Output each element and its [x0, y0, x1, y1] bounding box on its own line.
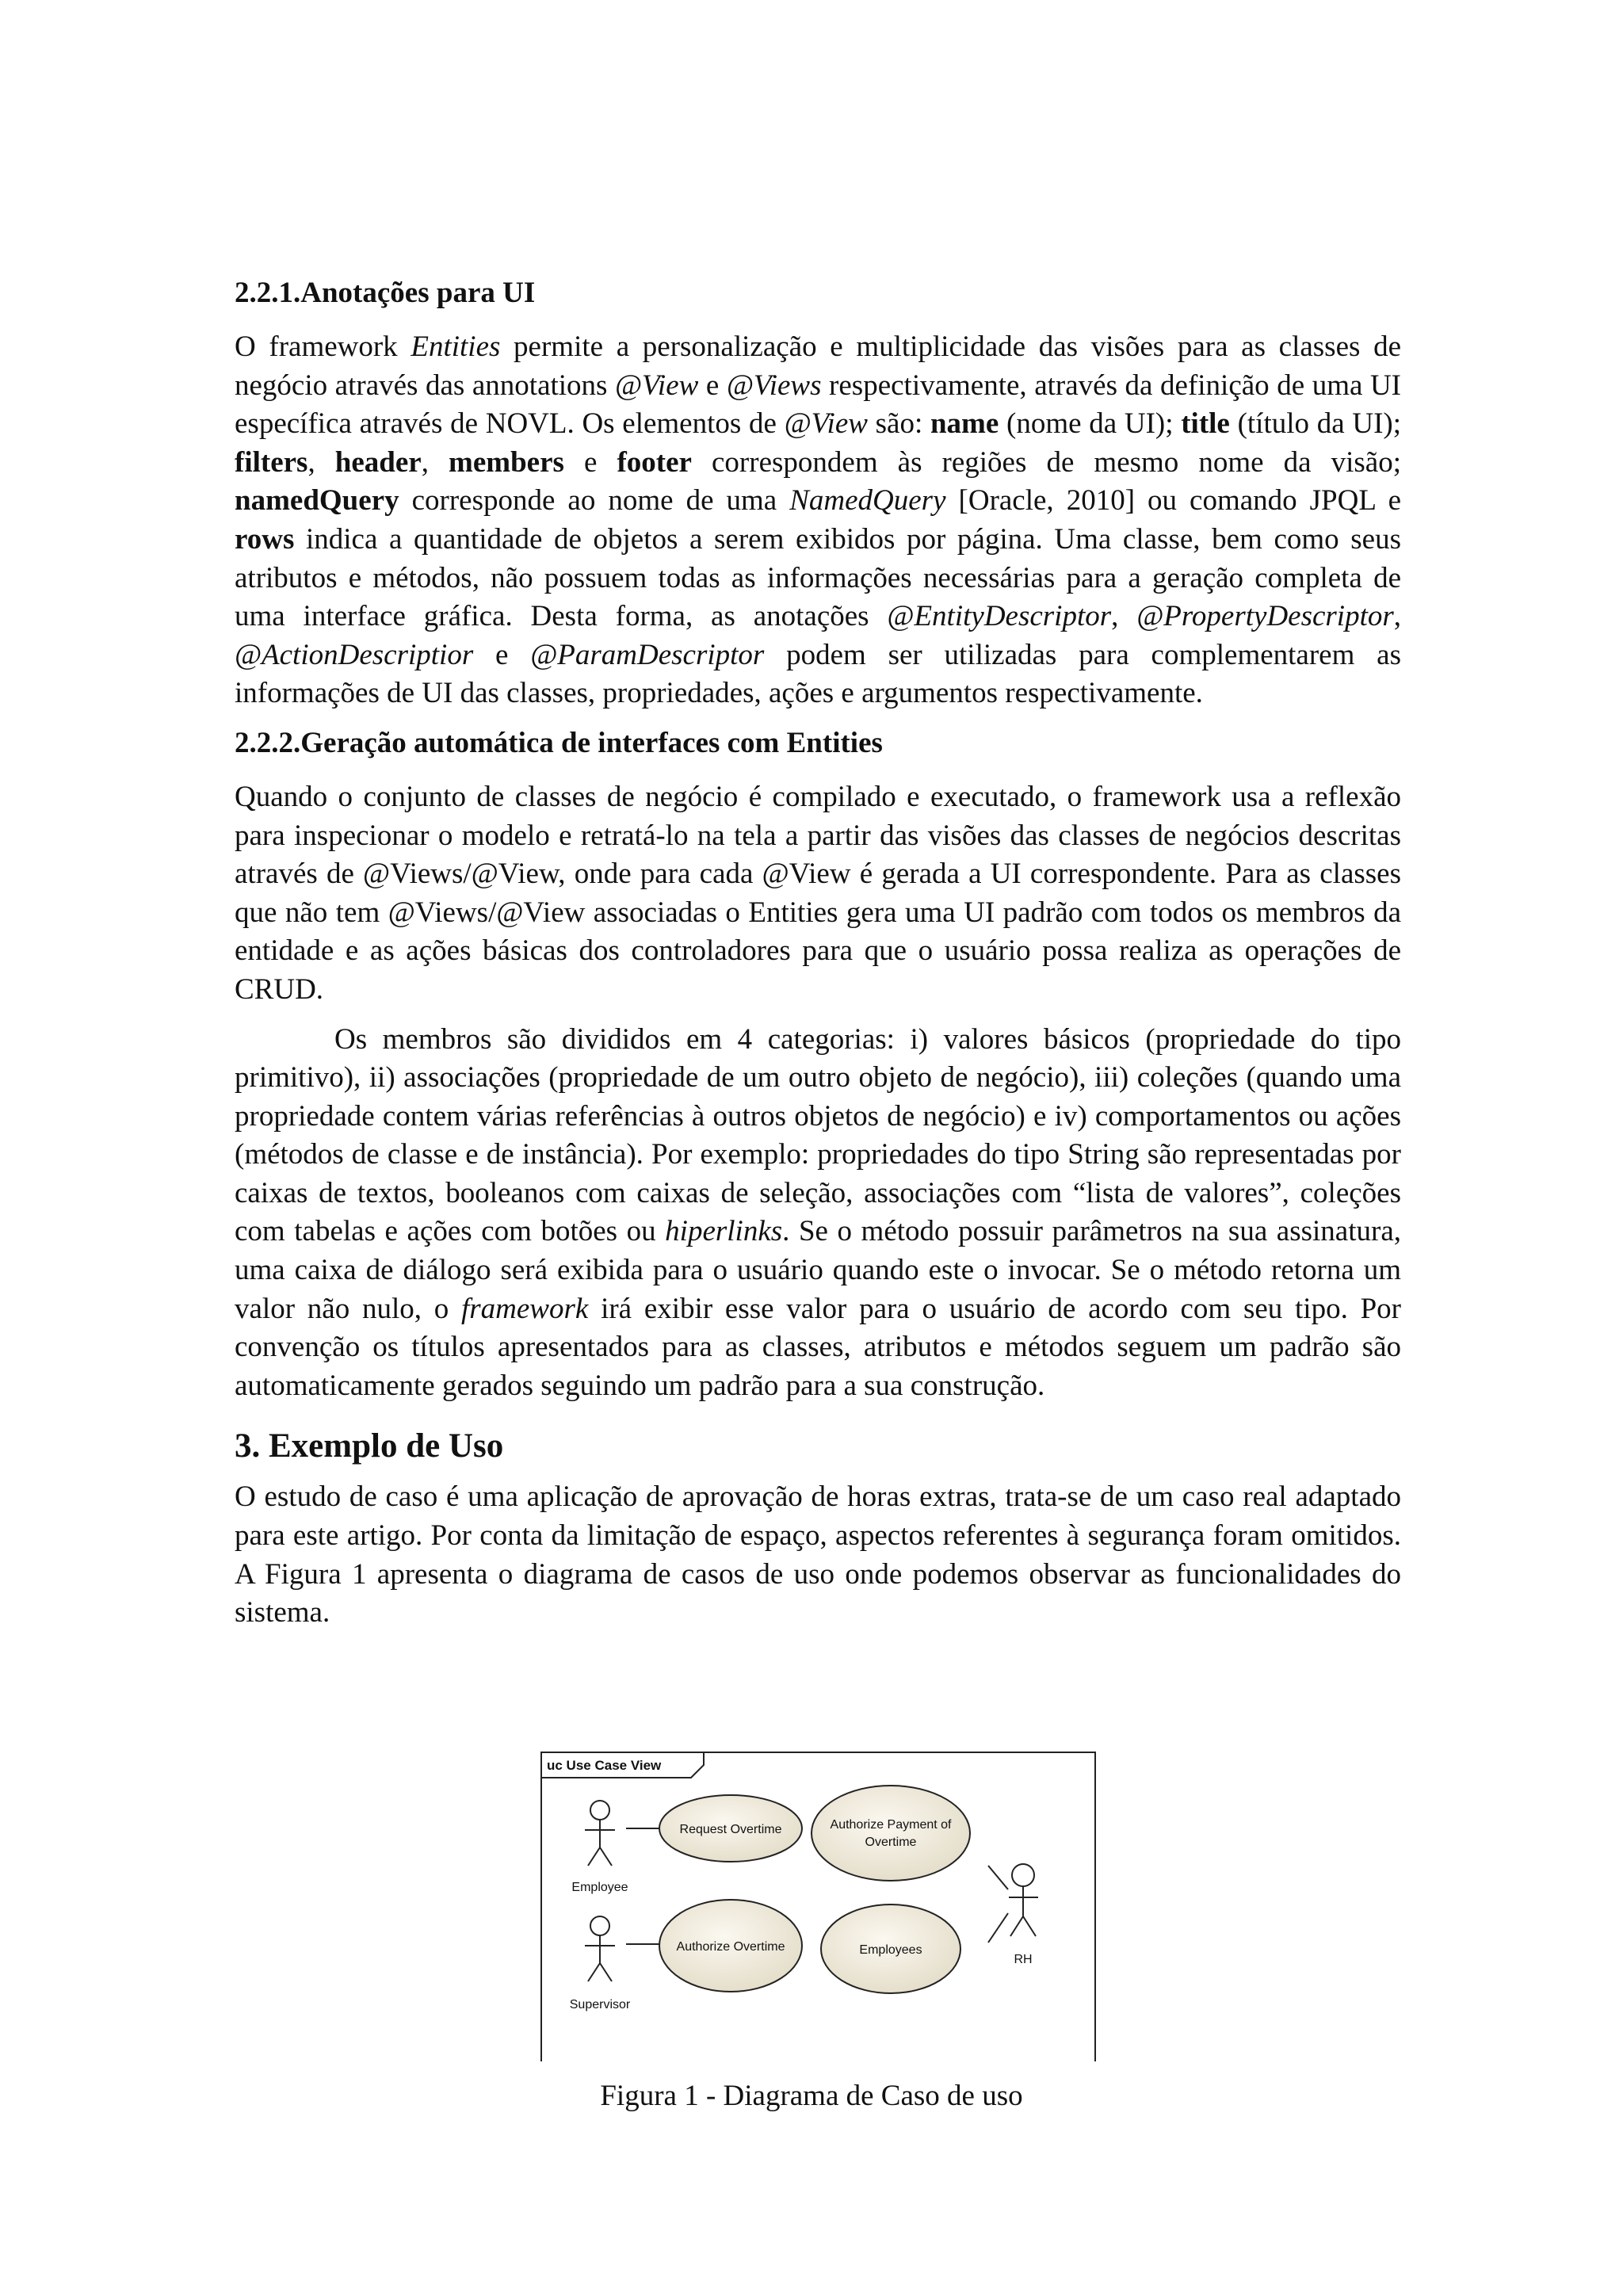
use-case-diagram-svg — [540, 1751, 1097, 2061]
paragraph-case-study: O estudo de caso é uma aplicação de aprovação de horas extras, trata-se de um caso real adaptado para este artigo. Por conta da limitação de espaço, aspectos referentes à segurança foram omitidos. A Figura 1 apresenta o diagrama de casos de uso onde podemos observar as funcionalidades do sistema. — [235, 1480, 1401, 1629]
section-heading-2-2-1: 2.2.1.Anotações para UI — [235, 277, 536, 309]
actor-rh-label: RH — [1014, 1953, 1033, 1966]
use-case-diagram — [540, 1751, 1097, 2061]
section-heading-2-2-2: 2.2.2.Geração automática de interfaces com Entities — [235, 726, 883, 759]
actor-employee — [585, 1801, 615, 1866]
actor-rh — [1009, 1864, 1038, 1936]
association-rh-employees — [988, 1913, 1008, 1943]
actor-supervisor — [585, 1916, 615, 1981]
paragraph-auto-generation: Quando o conjunto de classes de negócio é compilado e executado, o framework usa a reflexão para inspecionar o modelo e retratá-lo na tela a partir das visões das classes de negócios descritas através de @Views/@View, onde para cada @View é gerada a UI correspondente. Para as classes que não tem @Views/@View associadas o Entities gera uma UI padrão com todos os membros da entidade e as ações básicas dos controladores para que o usuário possa realiza as operações de CRUD. — [235, 780, 1401, 1006]
usecase-authorize-payment-label-1: Authorize Payment of — [830, 1818, 952, 1832]
usecase-employees-label: Employees — [859, 1943, 922, 1957]
section-heading-3: 3. Exemplo de Uso — [235, 1427, 504, 1465]
usecase-authorize-payment — [812, 1786, 970, 1881]
figure-caption: Figura 1 - Diagrama de Caso de uso — [600, 2080, 1023, 2112]
diagram-frame — [541, 1752, 1095, 2061]
frame-title: uc Use Case View — [547, 1758, 662, 1773]
content-column — [235, 274, 1401, 1644]
association-rh-payment — [988, 1866, 1008, 1889]
usecase-authorize-overtime-label: Authorize Overtime — [676, 1940, 785, 1954]
usecase-authorize-payment-label-2: Overtime — [865, 1836, 917, 1849]
actor-employee-label: Employee — [571, 1881, 628, 1894]
paragraph-annotations-ui: O framework Entities permite a personalização e multiplicidade das visões para as classes de negócio através das annotations @View e @Views respectivamente, através da definição de uma UI específica através de NOVL. Os elementos de @View são: name (nome da UI); title (título da UI); filters, header, members e footer correspondem às regiões de mesmo nome da visão; namedQuery corresponde ao nome de uma NamedQuery [Oracle, 2010] ou comando JPQL e rows indica a quantidade de objetos a serem exibidos por página. Uma classe, bem como seus atributos e métodos, não possuem todas as informações necessárias para a geração completa de uma interface gráfica. Desta forma, as anotações @EntityDescriptor, @PropertyDescriptor, @ActionDescriptior e @ParamDescriptor podem ser utilizadas para complementarem as informações de UI das classes, propriedades, ações e argumentos respectivamente. — [235, 330, 1402, 710]
paragraph-member-categories: Os membros são divididos em 4 categorias: i) valores básicos (propriedade do tipo primitivo), ii) associações (propriedade de um outro objeto de negócio), iii) coleções (quando uma propriedade contem várias referências à outros objetos de negócio) e iv) comportamentos ou ações (métodos de classe e de instância). Por exemplo: propriedades do tipo String são representadas por caixas de textos, booleanos com caixas de seleção, associações com “lista de valores”, coleções com tabelas e ações com botões ou hiperlinks. Se o método possuir parâmetros na sua assinatura, uma caixa de diálogo será exibida para o usuário quando este o invocar. Se o método retorna um valor não nulo, o framework irá exibir esse valor para o usuário de acordo com seu tipo. Por convenção os títulos apresentados para as classes, atributos e métodos seguem um padrão são automaticamente gerados seguindo um padrão para a sua construção. — [235, 1022, 1401, 1402]
usecase-request-overtime-label: Request Overtime — [679, 1823, 782, 1836]
actor-supervisor-label: Supervisor — [569, 1998, 631, 2011]
